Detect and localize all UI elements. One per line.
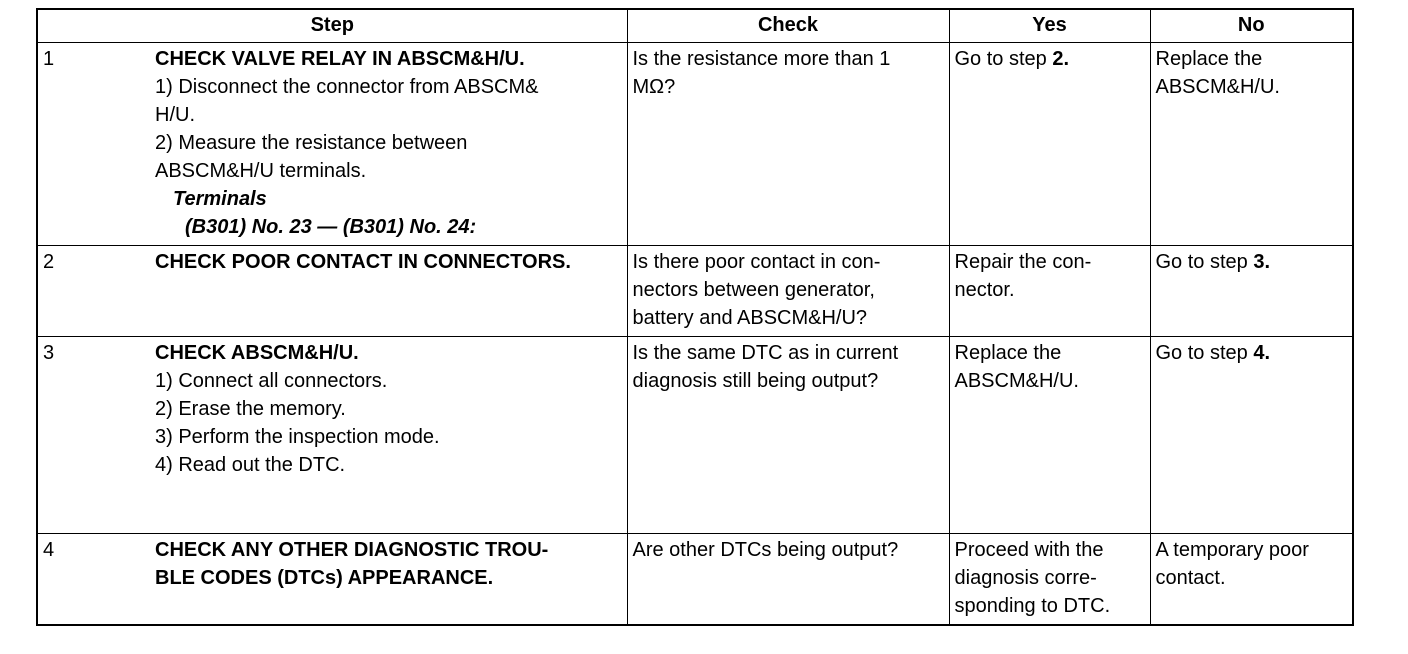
no-step-ref: 4. [1253,342,1271,364]
no-line: contact. [1155,567,1226,589]
check-line: Are other DTCs being output? [632,539,899,561]
check-line: Is the same DTC as in current [632,342,899,364]
no-line: A temporary poor [1155,539,1309,561]
terminals-label: Terminals [173,188,267,210]
no-cell [1150,337,1353,534]
step-line: ABSCM&H/U terminals. [155,160,367,182]
yes-cell [949,43,1150,246]
step-title: CHECK ABSCM&H/U. [155,342,359,364]
terminals-value: (B301) No. 23 — (B301) No. 24: [185,216,477,238]
step-cell [37,43,627,246]
step-line: H/U. [155,104,195,126]
yes-line: diagnosis corre- [954,567,1097,589]
step-line: 3) Perform the inspection mode. [155,426,440,448]
yes-line: sponding to DTC. [954,595,1111,617]
header-step: Step [37,9,627,43]
yes-step-ref: 2. [1052,48,1070,70]
yes-line: Repair the con- [954,251,1092,273]
check-line: MΩ? [632,76,676,98]
table-row [37,43,1353,246]
check-cell [627,534,949,626]
header-check: Check [627,9,949,43]
no-line: ABSCM&H/U. [1155,76,1280,98]
check-cell [627,43,949,246]
yes-cell [949,246,1150,337]
step-title: BLE CODES (DTCs) APPEARANCE. [155,567,494,589]
yes-line: Replace the [954,342,1062,364]
table-row [37,246,1353,337]
step-line: 1) Disconnect the connector from ABSCM& [155,76,539,98]
step-number: 3 [43,342,55,364]
no-text: Go to step [1155,251,1254,273]
header-row [37,9,1353,43]
step-cell [37,337,627,534]
step-number: 1 [43,48,55,70]
no-step-ref: 3. [1253,251,1271,273]
check-cell [627,337,949,534]
step-cell [37,534,627,626]
check-line: battery and ABSCM&H/U? [632,307,868,329]
yes-cell [949,337,1150,534]
step-cell [37,246,627,337]
no-cell [1150,43,1353,246]
step-number: 2 [43,251,55,273]
yes-line: nector. [954,279,1015,301]
table-row [37,534,1353,626]
step-line: 2) Measure the resistance between [155,132,468,154]
check-line: nectors between generator, [632,279,875,301]
step-line: 4) Read out the DTC. [155,454,346,476]
no-cell [1150,534,1353,626]
check-line: Is the resistance more than 1 [632,48,891,70]
step-line: 2) Erase the memory. [155,398,346,420]
yes-cell [949,534,1150,626]
step-title: CHECK ANY OTHER DIAGNOSTIC TROU- [155,539,549,561]
no-cell [1150,246,1353,337]
yes-text: Go to step [954,48,1053,70]
yes-line: ABSCM&H/U. [954,370,1079,392]
check-line: Is there poor contact in con- [632,251,881,273]
no-line: Replace the [1155,48,1263,70]
check-cell [627,246,949,337]
step-title: CHECK POOR CONTACT IN CONNECTORS. [155,251,571,273]
header-yes: Yes [949,9,1150,43]
step-number: 4 [43,539,55,561]
check-line: diagnosis still being output? [632,370,879,392]
no-text: Go to step [1155,342,1254,364]
header-no: No [1150,9,1353,43]
step-line: 1) Connect all connectors. [155,370,388,392]
diagnostic-table [36,8,1354,626]
step-title: CHECK VALVE RELAY IN ABSCM&H/U. [155,48,525,70]
table-row [37,337,1353,534]
yes-line: Proceed with the [954,539,1104,561]
